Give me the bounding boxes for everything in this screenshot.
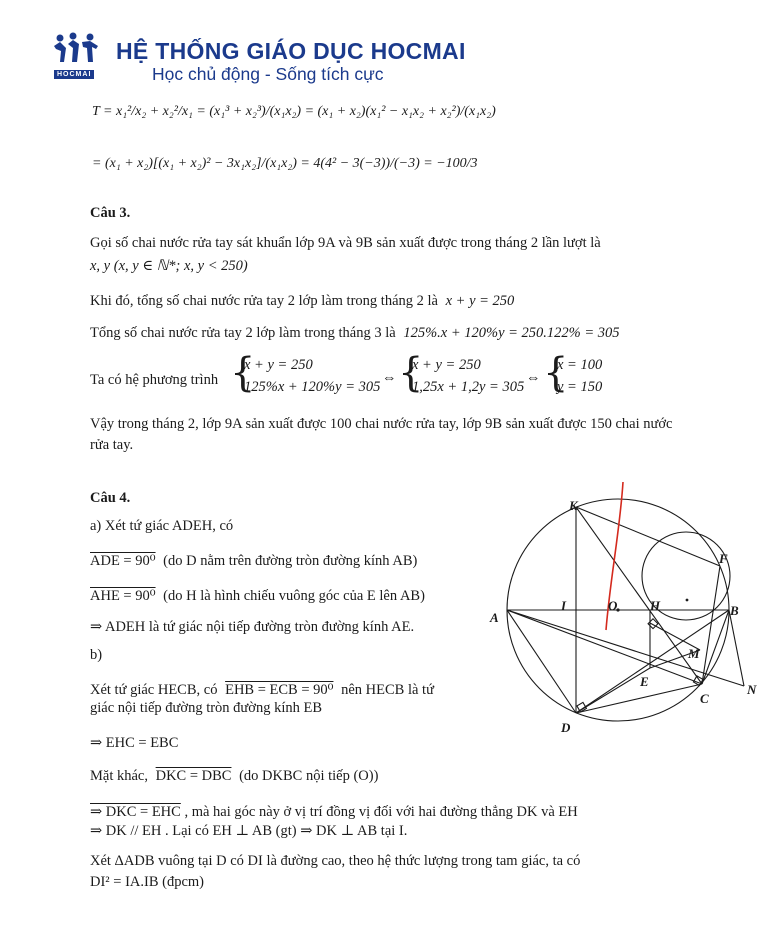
label-a: A xyxy=(490,610,499,625)
label-n: N xyxy=(747,682,757,697)
label-b: B xyxy=(730,603,739,618)
cau4-heading: Câu 4. xyxy=(90,490,131,506)
cau3-p2-text: Khi đó, tổng số chai nước rửa tay 2 lớp làm trong tháng 2 là xyxy=(90,293,438,309)
label-c: C xyxy=(700,691,709,706)
cau4-a-title: a) Xét tứ giác ADEH, có xyxy=(90,518,234,534)
segment-ac xyxy=(507,610,702,684)
angle-ahe: AHE = 90⁰ xyxy=(90,588,156,604)
cau3-conclusion: Vậy trong tháng 2, lớp 9A sản xuất được 100 chai nước rửa tay, lớp 9B sản xuất được 150 chai nước rửa tay. xyxy=(90,416,673,453)
point-center-small xyxy=(686,599,689,602)
system-2-eq-1: x + y = 250 xyxy=(412,357,481,373)
angle-dkc-ehc: ⇒ DKC = EHC xyxy=(90,804,181,820)
angle-dkc-dbc: DKC = DBC xyxy=(155,768,232,784)
equiv-symbol-1: ⇔ xyxy=(382,370,397,386)
logo-mark xyxy=(52,32,106,68)
label-k: K xyxy=(569,498,578,513)
segment-dc xyxy=(576,684,702,713)
hocmai-logo-icon xyxy=(52,32,106,68)
system-3-eq-1: x = 100 xyxy=(557,357,603,373)
brand-slogan: Học chủ động - Sống tích cực xyxy=(152,64,384,84)
system-3-eq-2: y = 150 xyxy=(557,379,603,395)
cau3-p4: Ta có hệ phương trình xyxy=(90,372,219,388)
label-d: D xyxy=(561,720,571,735)
cau3-p3-text: Tổng số chai nước rửa tay 2 lớp làm trong tháng 3 là xyxy=(90,325,396,341)
segment-kc xyxy=(576,507,702,684)
cau3-p2 xyxy=(90,293,514,310)
cau4-a-line-1 xyxy=(90,553,417,570)
cau4-b-line-4-text-b: (do DKBC nội tiếp (O)) xyxy=(239,768,379,784)
cau3-p1-math: x, y (x, y ∈ ℕ*; x, y < 250) xyxy=(90,258,248,274)
cau4-a-line-3: ⇒ ADEH là tứ giác nội tiếp đường tròn đường kính AE. xyxy=(90,619,415,635)
cau4-b-title: b) xyxy=(90,647,103,663)
system-2-eq-2: 1,25x + 1,2y = 305 xyxy=(412,379,525,395)
logo-badge: HOCMAI xyxy=(54,70,94,79)
angle-ade: ADE = 90⁰ xyxy=(90,553,156,569)
label-i: I xyxy=(561,598,567,613)
cau3-p3 xyxy=(90,325,620,342)
cau4-b-line-5 xyxy=(90,804,578,821)
cau4-b-line-3: ⇒ EHC = EBC xyxy=(90,735,179,751)
system-1-eq-2: 125%x + 120%y = 305 xyxy=(244,379,381,395)
cau3-p1: Gọi số chai nước rửa tay sát khuẩn lớp 9A và 9B sản xuất được trong tháng 2 lần lượt là xyxy=(90,235,601,251)
geometry-figure xyxy=(480,470,770,745)
equiv-symbol-2: ⇔ xyxy=(526,370,541,386)
label-h: H xyxy=(650,598,661,613)
cau4-b-line-2: giác nội tiếp đường tròn đường kính EB xyxy=(90,700,323,716)
cau4-b-line-6: ⇒ DK // EH . Lại có EH ⊥ AB (gt) ⇒ DK ⊥ AB tại I. xyxy=(90,823,408,839)
segment-fc xyxy=(702,566,720,684)
segment-ad xyxy=(507,610,576,713)
label-o: O xyxy=(608,598,618,613)
cau3-p3-math: 125%.x + 120%y = 250.122% = 305 xyxy=(403,325,620,341)
cau4-a-line-1-text: (do D nằm trên đường tròn đường kính AB) xyxy=(163,553,418,569)
label-f: F xyxy=(719,551,728,566)
system-1-eq-1: x + y = 250 xyxy=(244,357,313,373)
angle-ehb-ecb: EHB = ECB = 90⁰ xyxy=(225,682,334,698)
brace-icon: { xyxy=(398,350,424,396)
cau4-a-line-2-text: (do H là hình chiếu vuông góc của E lên AB) xyxy=(163,588,425,604)
cau3-p2-math: x + y = 250 xyxy=(445,293,515,309)
cau4-b-line-1 xyxy=(90,682,434,699)
cau4-b-line-5-text: , mà hai góc này ở vị trí đồng vị đối với hai đường thẳng DK và EH xyxy=(184,804,578,820)
segment-bn xyxy=(729,610,744,686)
cau4-a-line-2 xyxy=(90,588,425,605)
cau4-b-line-8: DI² = IA.IB (đpcm) xyxy=(90,874,204,890)
formula-line-1: T = x₁²/x₂ + x₂²/x₁ = (x₁³ + x₂³)/(x₁x₂) = (x₁ + x₂)(x₁² − x₁x₂ + x₂²)/(x₁x₂) xyxy=(92,104,496,119)
cau3-heading: Câu 3. xyxy=(90,205,131,221)
label-m: M xyxy=(688,646,700,661)
segment-an xyxy=(507,610,744,686)
formula-line-2: = (x₁ + x₂)[(x₁ + x₂)² − 3x₁x₂]/(x₁x₂) = 4(4² − 3(−3))/(−3) = −100/3 xyxy=(92,156,478,171)
brace-icon: { xyxy=(230,350,256,396)
cau4-b-line-4-text-a: Mặt khác, xyxy=(90,768,148,784)
cau4-b-line-1-text-b: nên HECB là tứ xyxy=(341,682,434,698)
label-e: E xyxy=(640,674,649,689)
brand-title: HỆ THỐNG GIÁO DỤC HOCMAI xyxy=(116,38,466,64)
cau4-b-line-1-text-a: Xét tứ giác HECB, có xyxy=(90,682,218,698)
brace-icon: { xyxy=(543,350,569,396)
cau4-b-line-7: Xét ΔADB vuông tại D có DI là đường cao, theo hệ thức lượng trong tam giác, ta có xyxy=(90,853,581,869)
cau4-b-line-4 xyxy=(90,768,378,785)
segment-de xyxy=(576,668,650,713)
segment-bc xyxy=(702,610,729,684)
